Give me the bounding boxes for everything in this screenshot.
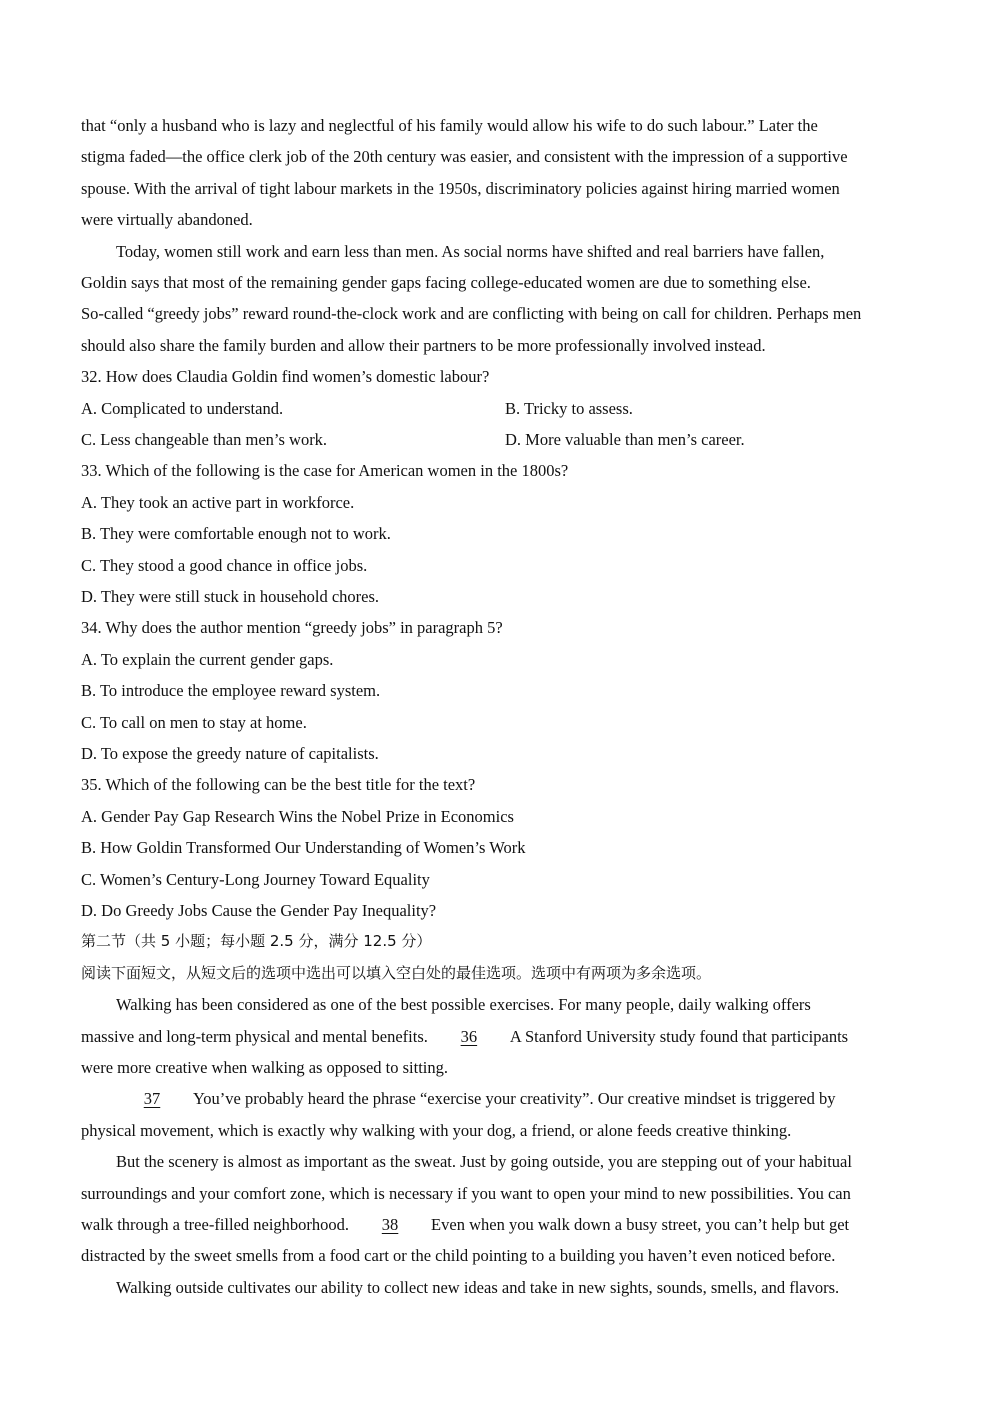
blank-36: 36 <box>460 1026 478 1046</box>
q32-option-c: C. Less changeable than men’s work. <box>81 430 328 449</box>
passage-line: should also share the family burden and allow their partners to be more professionally involved instead. <box>81 335 766 355</box>
passage-line: stigma faded—the office clerk job of the 20th century was easier, and consistent with the impression of a supportive <box>81 147 848 167</box>
q35-option-b: B. How Goldin Transformed Our Understanding of Women’s Work <box>81 838 526 858</box>
question-34-stem: 34. Why does the author mention “greedy jobs” in paragraph 5? <box>81 618 503 638</box>
q35-option-a: A. Gender Pay Gap Research Wins the Nobel Prize in Economics <box>81 806 514 826</box>
q33-option-d: D. They were still stuck in household chores. <box>81 587 380 606</box>
q33-option-a: A. They took an active part in workforce. <box>81 492 355 512</box>
q34-option-c: C. To call on men to stay at home. <box>81 712 307 732</box>
blank-38: 38 <box>381 1215 399 1234</box>
q34-option-d: D. To expose the greedy nature of capitalists. <box>81 744 379 763</box>
passage-line: Goldin says that most of the remaining gender gaps facing college-educated women are due to something else. <box>81 273 811 292</box>
q32-option-b: B. Tricky to assess. <box>505 398 633 418</box>
section-2-instruction: 阅读下面短文，从短文后的选项中选出可以填入空白处的最佳选项。选项中有两项为多余选项。 <box>81 963 712 982</box>
blank-37: 37 <box>143 1089 161 1109</box>
passage-line-with-blank <box>81 1083 836 1114</box>
q34-option-a: A. To explain the current gender gaps. <box>81 649 334 669</box>
passage-line: Walking outside cultivates our ability to collect new ideas and take in new sights, sounds, smells, and flavors. <box>116 1277 840 1297</box>
q32-option-d: D. More valuable than men’s career. <box>505 430 745 449</box>
passage-line: Today, women still work and earn less than men. As social norms have shifted and real barriers have fallen, <box>116 241 825 261</box>
passage-text: walk through a tree-filled neighborhood. <box>81 1215 350 1234</box>
passage-line: So-called “greedy jobs” reward round-the-clock work and are conflicting with being on call for children. Perhaps men <box>81 304 862 324</box>
passage-line: were virtually abandoned. <box>81 210 253 230</box>
passage-line: were more creative when walking as opposed to sitting. <box>81 1058 449 1077</box>
passage-line-with-blank <box>81 1209 849 1240</box>
section-2-heading: 第二节（共 5 小题；每小题 2.5 分，满分 12.5 分） <box>81 932 432 951</box>
passage-text: massive and long-term physical and mental benefits. <box>81 1026 428 1046</box>
q35-option-c: C. Women’s Century-Long Journey Toward Equality <box>81 869 430 889</box>
question-35-stem: 35. Which of the following can be the best title for the text? <box>81 775 476 795</box>
passage-text: A Stanford University study found that participants <box>509 1026 849 1046</box>
q35-option-d: D. Do Greedy Jobs Cause the Gender Pay Inequality? <box>81 901 437 920</box>
question-32-stem: 32. How does Claudia Goldin find women’s domestic labour? <box>81 367 490 387</box>
q33-option-c: C. They stood a good chance in office jobs. <box>81 555 368 575</box>
passage-line: surroundings and your comfort zone, which is necessary if you want to open your mind to new possibilities. You can <box>81 1183 851 1203</box>
passage-line: distracted by the sweet smells from a food cart or the child pointing to a building you haven’t even noticed before. <box>81 1246 836 1266</box>
q34-option-b: B. To introduce the employee reward system. <box>81 681 381 701</box>
q32-option-a: A. Complicated to understand. <box>81 398 284 418</box>
q33-option-b: B. They were comfortable enough not to work. <box>81 524 391 544</box>
passage-line: that “only a husband who is lazy and neglectful of his family would allow his wife to do such labour.” Later the <box>81 116 818 135</box>
question-33-stem: 33. Which of the following is the case for American women in the 1800s? <box>81 461 569 481</box>
passage-text: You’ve probably heard the phrase “exercise your creativity”. Our creative mindset is triggered by <box>193 1089 836 1109</box>
passage-line: But the scenery is almost as important as the sweat. Just by going outside, you are stepping out of your habitual <box>116 1152 852 1172</box>
passage-line: spouse. With the arrival of tight labour markets in the 1950s, discriminatory policies against hiring married women <box>81 178 840 198</box>
passage-line: physical movement, which is exactly why walking with your dog, a friend, or alone feeds creative thinking. <box>81 1120 792 1140</box>
passage-text: Even when you walk down a busy street, you can’t help but get <box>431 1215 850 1234</box>
passage-line: Walking has been considered as one of the best possible exercises. For many people, daily walking offers <box>116 995 811 1015</box>
passage-line-with-blank <box>81 1021 848 1052</box>
